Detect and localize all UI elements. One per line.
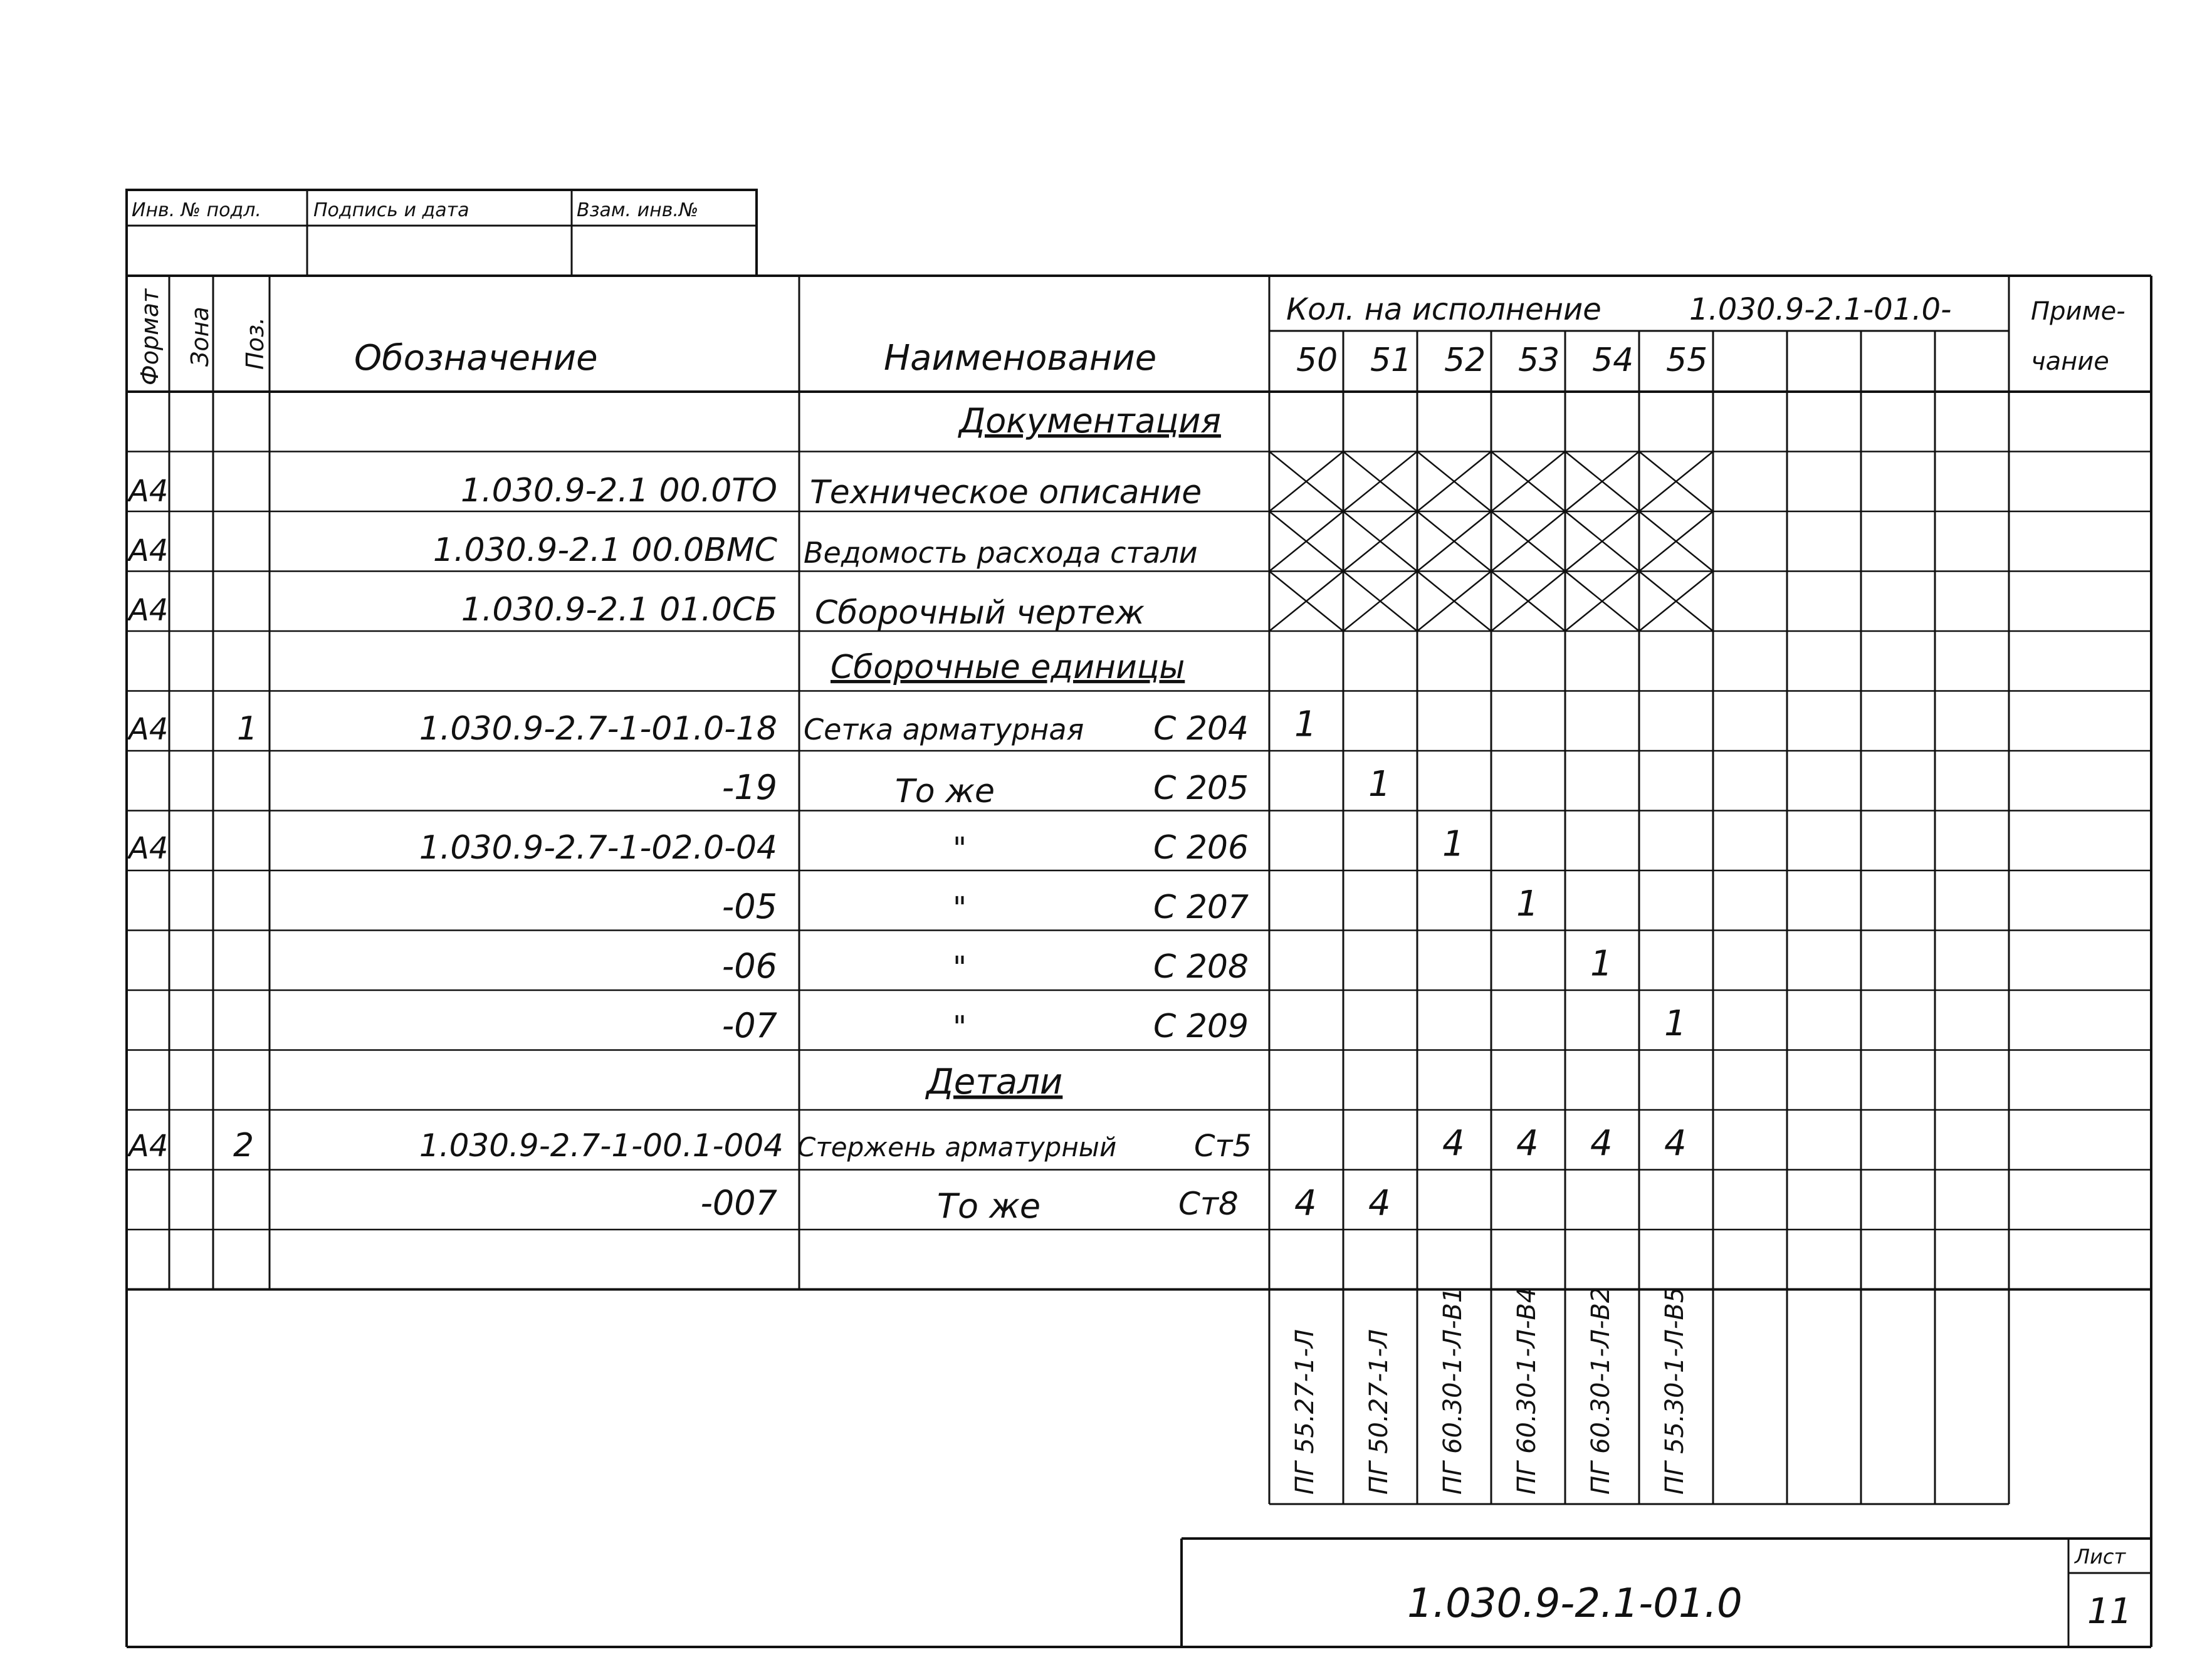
row-oboznachenie: 1.030.9-2.1 00.0ТО <box>461 472 777 510</box>
row-mark: С 208 <box>1153 948 1249 986</box>
header-primechanie-2: чание <box>2031 347 2109 376</box>
cross-cell <box>1491 572 1565 632</box>
header-doc-code: 1.030.9-2.1-01.0- <box>1689 292 1952 327</box>
variant-54: 54 <box>1592 342 1634 379</box>
quantity-value: 4 <box>1294 1183 1317 1224</box>
document-designation: 1.030.9-2.1-01.0 <box>1407 1581 1743 1627</box>
row-oboznachenie: 1.030.9-2.7-1-01.0-18 <box>419 710 777 748</box>
cross-cell <box>1343 452 1417 512</box>
quantity-value: 1 <box>1294 704 1317 745</box>
cross-cell <box>1491 511 1565 572</box>
header-primechanie-1: Приме- <box>2031 297 2126 326</box>
cross-cell <box>1417 511 1491 572</box>
variant-53: 53 <box>1518 342 1560 379</box>
product-label: ПГ 55.27-1-Л <box>1291 1329 1319 1495</box>
cross-cell <box>1565 511 1639 572</box>
spec-rows <box>127 401 1252 1226</box>
row-format: А4 <box>128 593 169 628</box>
product-labels <box>1291 1287 1689 1495</box>
product-label: ПГ 60.30-1-Л-В1 <box>1439 1287 1467 1495</box>
cross-cell <box>1639 452 1713 512</box>
cross-cell <box>1269 511 1343 572</box>
spec-grid <box>127 276 2151 1504</box>
quantity-value: 4 <box>1442 1123 1465 1164</box>
row-mark: Ст8 <box>1178 1186 1239 1222</box>
row-format: А4 <box>128 474 169 509</box>
cross-cell <box>1343 572 1417 632</box>
row-oboznachenie: -19 <box>721 768 777 807</box>
header-kol-na-ispolnenie: Кол. на исполнение <box>1286 292 1601 327</box>
cross-cell <box>1269 452 1343 512</box>
cross-cell <box>1639 511 1713 572</box>
product-label: ПГ 60.30-1-Л-В4 <box>1512 1287 1541 1495</box>
row-mark: С 209 <box>1153 1008 1249 1045</box>
product-label: ПГ 55.30-1-Л-В5 <box>1660 1287 1689 1495</box>
quantity-value: 1 <box>1368 764 1391 805</box>
cross-cell <box>1565 572 1639 632</box>
cross-cell <box>1417 572 1491 632</box>
row-oboznachenie: -05 <box>721 887 777 926</box>
cross-cell <box>1639 572 1713 632</box>
cross-cell <box>1491 452 1565 512</box>
cross-cell <box>1417 452 1491 512</box>
row-naimenovanie: Сетка арматурная <box>804 713 1084 746</box>
header-format: Формат <box>136 288 164 385</box>
product-label: ПГ 60.30-1-Л-В2 <box>1586 1287 1615 1495</box>
row-format: А4 <box>128 1129 169 1164</box>
list-label: Лист <box>2075 1545 2126 1569</box>
row-naimenovanie: " <box>953 1010 967 1045</box>
row-format: А4 <box>128 712 169 747</box>
cross-cell <box>1269 572 1343 632</box>
stamp-podpis-data: Подпись и дата <box>313 199 469 221</box>
row-naimenovanie: Стержень арматурный <box>797 1132 1117 1163</box>
variant-52: 52 <box>1444 342 1486 379</box>
quantity-value: 1 <box>1590 943 1613 985</box>
quantity-value: 4 <box>1590 1123 1613 1164</box>
header-zona: Зона <box>186 306 214 367</box>
row-poz: 1 <box>237 710 258 748</box>
row-mark: С 205 <box>1153 770 1249 807</box>
variant-50: 50 <box>1296 342 1338 379</box>
quantity-value: 1 <box>1442 823 1465 865</box>
row-oboznachenie: 1.030.9-2.1 00.0ВМС <box>432 531 777 569</box>
quantity-value: 4 <box>1664 1123 1687 1164</box>
row-oboznachenie: 1.030.9-2.7-1-02.0-04 <box>419 829 777 867</box>
quantity-value: 1 <box>1664 1003 1687 1044</box>
row-format: А4 <box>128 533 169 568</box>
list-number: 11 <box>2087 1591 2132 1632</box>
stamp-inv-podl: Инв. № подл. <box>132 199 261 221</box>
row-oboznachenie: 1.030.9-2.1 01.0СБ <box>461 591 777 629</box>
row-naimenovanie: " <box>953 831 967 866</box>
cross-cell <box>1565 452 1639 512</box>
header-oboznachenie: Обозначение <box>354 338 598 379</box>
row-naimenovanie: То же <box>937 1186 1041 1226</box>
title-block <box>1182 1539 2151 1647</box>
section-title-details: Детали <box>926 1062 1063 1102</box>
row-naimenovanie: " <box>953 891 967 926</box>
quantity-value: 4 <box>1368 1183 1391 1224</box>
row-naimenovanie: Сборочный чертеж <box>815 594 1145 632</box>
row-naimenovanie: То же <box>895 773 995 810</box>
row-poz: 2 <box>233 1127 254 1164</box>
row-oboznachenie: -07 <box>721 1006 777 1045</box>
variant-55: 55 <box>1666 342 1708 379</box>
cross-cell <box>1343 511 1417 572</box>
spec-header <box>136 288 2126 385</box>
row-mark: С 206 <box>1153 829 1249 867</box>
section-title-documentation: Документация <box>959 401 1221 441</box>
row-naimenovanie: " <box>953 950 967 985</box>
quantity-value: 1 <box>1516 884 1539 924</box>
row-format: А4 <box>128 831 169 866</box>
quantity-value: 4 <box>1516 1123 1539 1164</box>
product-label: ПГ 50.27-1-Л <box>1365 1329 1393 1495</box>
section-title-assembly-units: Сборочные единицы <box>831 649 1185 686</box>
row-oboznachenie: -007 <box>700 1183 777 1223</box>
row-naimenovanie: Техническое описание <box>810 474 1202 511</box>
header-poz: Поз. <box>241 316 269 370</box>
row-mark: С 207 <box>1153 889 1249 926</box>
row-oboznachenie: 1.030.9-2.7-1-00.1-004 <box>419 1127 784 1164</box>
variant-51: 51 <box>1370 342 1412 379</box>
stamp-vzam-inv: Взам. инв.№ <box>577 199 699 221</box>
inventory-stamp <box>127 190 757 276</box>
row-naimenovanie: Ведомость расхода стали <box>804 536 1198 570</box>
row-mark: С 204 <box>1153 710 1249 748</box>
row-oboznachenie: -06 <box>721 946 777 986</box>
header-naimenovanie: Наименование <box>884 338 1157 379</box>
row-mark: Ст5 <box>1194 1129 1252 1164</box>
